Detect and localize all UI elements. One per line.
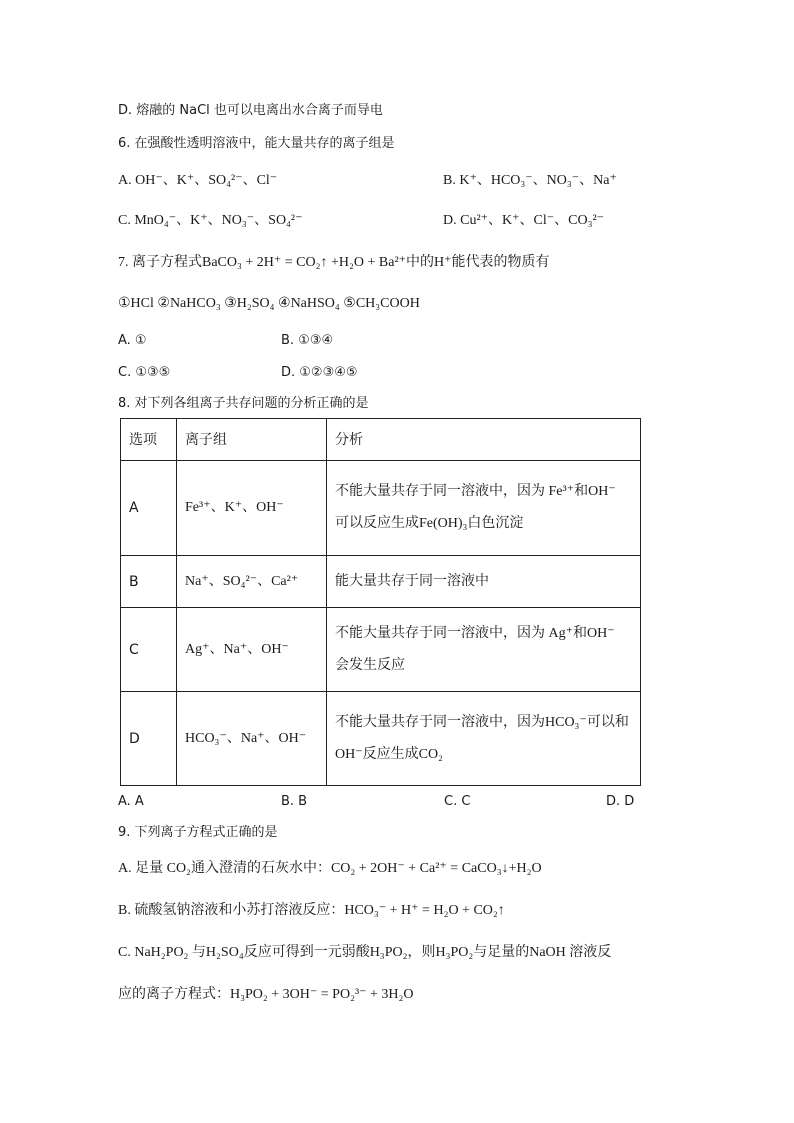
row-analysis <box>327 692 641 786</box>
q9-option-b: B. 硫酸氢钠溶液和小苏打溶液反应：HCO₃⁻ + H⁺ = H₂O + CO₂↑ <box>118 903 505 918</box>
row-analysis <box>327 556 641 608</box>
q8-option-b: B. B <box>281 794 308 809</box>
row-analysis <box>327 461 641 556</box>
table-row <box>121 692 641 786</box>
row-analysis-line1: 能大量共存于同一溶液中 <box>335 573 489 589</box>
q8-analysis-table <box>120 418 641 786</box>
table-row <box>121 556 641 608</box>
row-analysis <box>327 608 641 692</box>
q9-option-c-line2: 应的离子方程式：H₃PO₂ + 3OH⁻ = PO₂³⁻ + 3H₂O <box>118 987 414 1002</box>
q7-stem: 7. 离子方程式BaCO₃ + 2H⁺ = CO₂↑ +H₂O + Ba²⁺中的H⁺能代表的物质有 <box>118 255 550 270</box>
table-header-row <box>121 419 641 461</box>
row-analysis-line2: OH⁻反应生成CO₂ <box>335 746 443 762</box>
row-option: B <box>121 556 177 608</box>
table-row <box>121 608 641 692</box>
q7-option-c: C. ①③⑤ <box>118 365 171 380</box>
q8-option-d: D. D <box>606 794 635 809</box>
q6-option-c: C. MnO₄⁻、K⁺、NO₃⁻、SO₄²⁻ <box>118 213 303 228</box>
row-option: A <box>121 461 177 556</box>
row-option: D <box>121 692 177 786</box>
q6-stem: 6. 在强酸性透明溶液中，能大量共存的离子组是 <box>118 136 395 151</box>
row-analysis-line1: 不能大量共存于同一溶液中，因为HCO₃⁻可以和 <box>335 714 629 730</box>
header-option: 选项 <box>121 419 177 461</box>
row-analysis-line1: 不能大量共存于同一溶液中，因为 Ag⁺和OH⁻ <box>335 625 615 641</box>
q8-option-a: A. A <box>118 794 144 809</box>
q7-option-d: D. ①②③④⑤ <box>281 365 358 380</box>
q7-option-b: B. ①③④ <box>281 333 334 348</box>
q7-option-a: A. ① <box>118 333 147 348</box>
q8-option-c: C. C <box>444 794 471 809</box>
header-analysis: 分析 <box>327 419 641 461</box>
row-ion-group: Fe³⁺、K⁺、OH⁻ <box>177 461 327 556</box>
row-ion-group: Na⁺、SO₄²⁻、Ca²⁺ <box>177 556 327 608</box>
q8-stem: 8. 对下列各组离子共存问题的分析正确的是 <box>118 396 369 411</box>
row-analysis-line2: 可以反应生成Fe(OH)₃白色沉淀 <box>335 516 524 531</box>
row-ion-group: HCO₃⁻、Na⁺、OH⁻ <box>177 692 327 786</box>
table-row <box>121 461 641 556</box>
q5-option-d: D. 熔融的 NaCl 也可以电离出水合离子而导电 <box>118 103 383 118</box>
row-analysis-line1: 不能大量共存于同一溶液中，因为 Fe³⁺和OH⁻ <box>335 484 616 499</box>
row-option: C <box>121 608 177 692</box>
q6-option-a: A. OH⁻、K⁺、SO₄²⁻、Cl⁻ <box>118 173 278 188</box>
q9-stem: 9. 下列离子方程式正确的是 <box>118 825 278 840</box>
row-analysis-line2: 会发生反应 <box>335 657 405 673</box>
q6-option-d: D. Cu²⁺、K⁺、Cl⁻、CO₃²⁻ <box>443 213 605 228</box>
q6-option-b: B. K⁺、HCO₃⁻、NO₃⁻、Na⁺ <box>443 173 617 188</box>
header-ion-group: 离子组 <box>177 419 327 461</box>
q9-option-a: A. 足量 CO₂通入澄清的石灰水中：CO₂ + 2OH⁻ + Ca²⁺ = CaCO₃↓+H₂O <box>118 861 542 876</box>
row-ion-group: Ag⁺、Na⁺、OH⁻ <box>177 608 327 692</box>
q9-option-c-line1: C. NaH₂PO₂ 与H₂SO₄反应可得到一元弱酸H₃PO₂，则H₃PO₂与足量的NaOH 溶液反 <box>118 945 612 960</box>
q7-substance-list: ①HCl ②NaHCO₃ ③H₂SO₄ ④NaHSO₄ ⑤CH₃COOH <box>118 296 420 311</box>
